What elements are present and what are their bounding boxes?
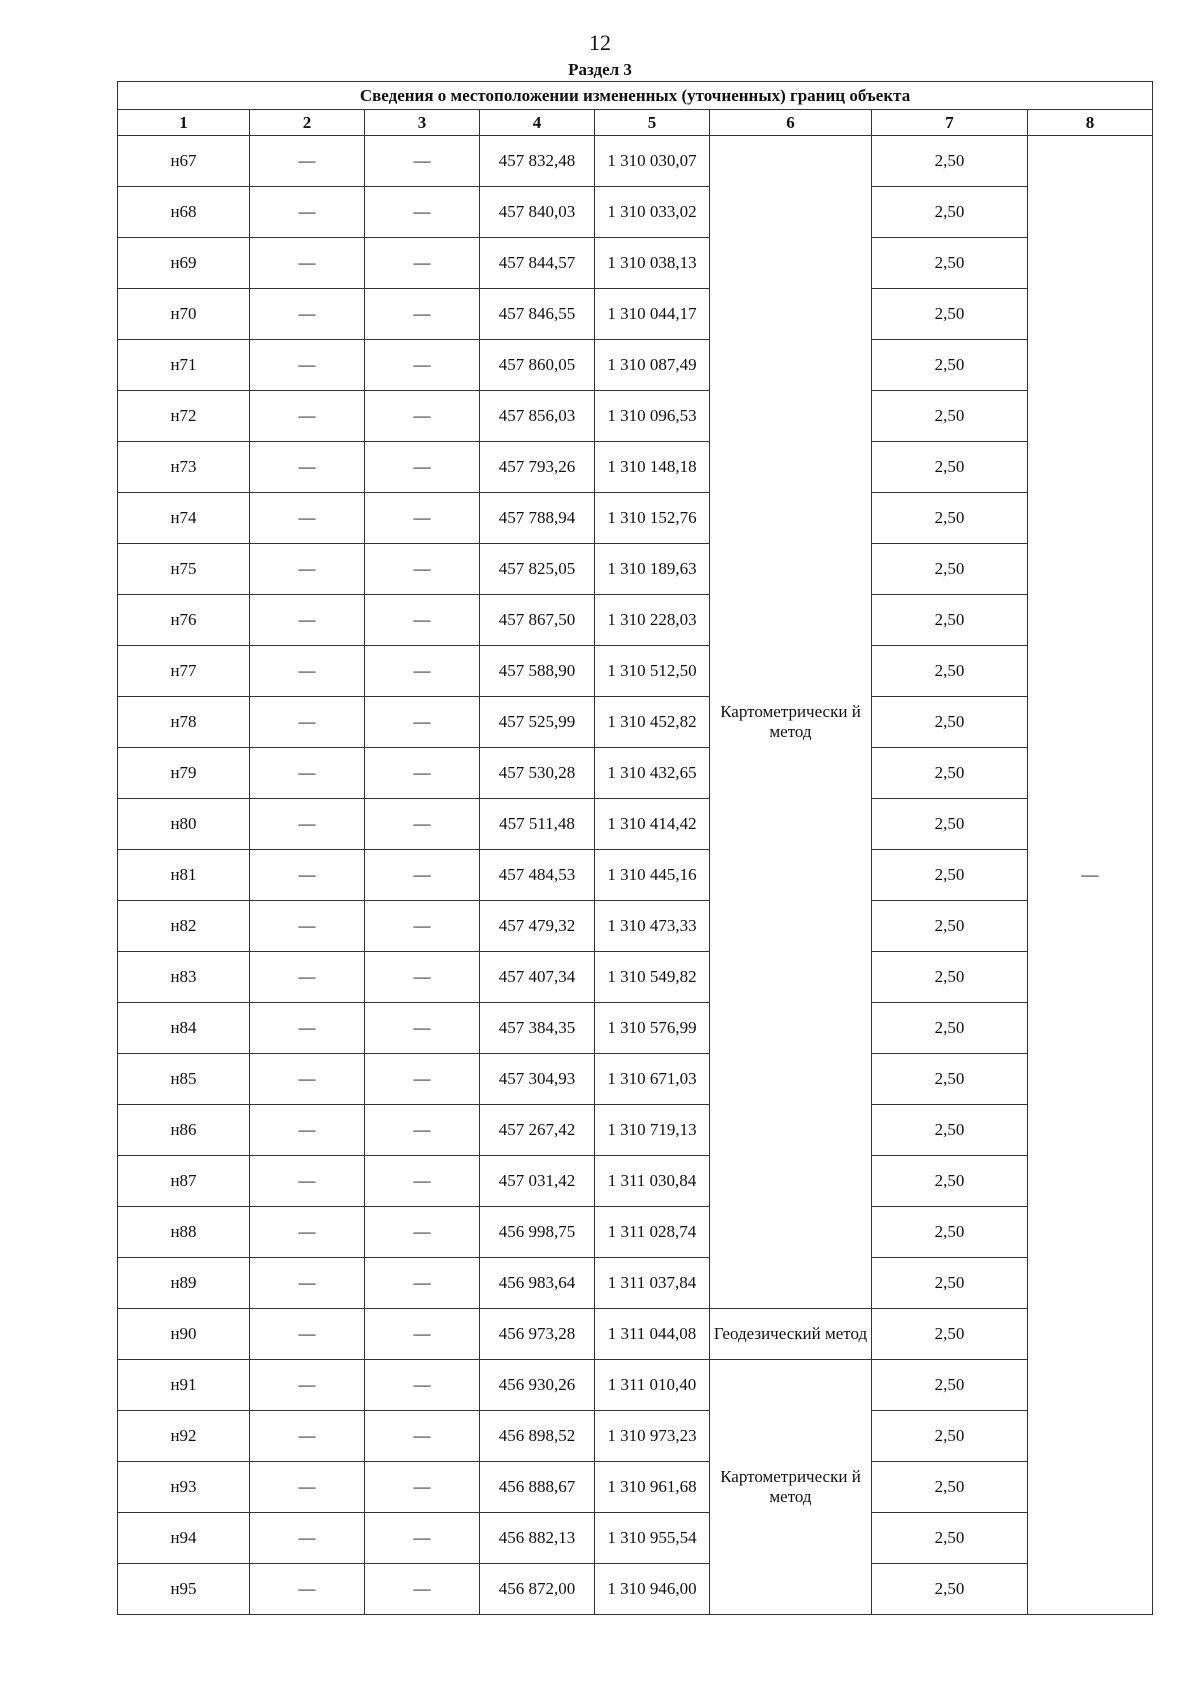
accuracy-cell: 2,50 <box>872 799 1028 850</box>
accuracy-cell: 2,50 <box>872 595 1028 646</box>
point-name-cell: н84 <box>118 1003 250 1054</box>
table-row <box>118 697 1153 748</box>
point-name-cell: н83 <box>118 952 250 1003</box>
table-row <box>118 1513 1153 1564</box>
x-coordinate-cell: 457 525,99 <box>480 697 595 748</box>
accuracy-cell: 2,50 <box>872 187 1028 238</box>
y-coordinate-cell: 1 310 038,13 <box>595 238 710 289</box>
column-number: 2 <box>250 110 365 136</box>
table-row <box>118 850 1153 901</box>
column-3-cell: — <box>365 1156 480 1207</box>
accuracy-cell: 2,50 <box>872 1462 1028 1513</box>
x-coordinate-cell: 457 844,57 <box>480 238 595 289</box>
y-coordinate-cell: 1 310 033,02 <box>595 187 710 238</box>
point-name-cell: н81 <box>118 850 250 901</box>
table-row <box>118 544 1153 595</box>
column-number: 7 <box>872 110 1028 136</box>
table-row <box>118 1105 1153 1156</box>
column-3-cell: — <box>365 1411 480 1462</box>
column-2-cell: — <box>250 1513 365 1564</box>
column-3-cell: — <box>365 1513 480 1564</box>
column-2-cell: — <box>250 1054 365 1105</box>
point-name-cell: н74 <box>118 493 250 544</box>
column-2-cell: — <box>250 544 365 595</box>
accuracy-cell: 2,50 <box>872 1411 1028 1462</box>
point-name-cell: н82 <box>118 901 250 952</box>
accuracy-cell: 2,50 <box>872 697 1028 748</box>
y-coordinate-cell: 1 310 445,16 <box>595 850 710 901</box>
point-name-cell: н88 <box>118 1207 250 1258</box>
x-coordinate-cell: 457 484,53 <box>480 850 595 901</box>
column-number: 1 <box>118 110 250 136</box>
column-3-cell: — <box>365 697 480 748</box>
section-title: Раздел 3 <box>568 60 632 79</box>
y-coordinate-cell: 1 310 576,99 <box>595 1003 710 1054</box>
point-name-cell: н70 <box>118 289 250 340</box>
column-2-cell: — <box>250 901 365 952</box>
column-2-cell: — <box>250 1462 365 1513</box>
point-name-cell: н79 <box>118 748 250 799</box>
y-coordinate-cell: 1 310 189,63 <box>595 544 710 595</box>
y-coordinate-cell: 1 310 044,17 <box>595 289 710 340</box>
x-coordinate-cell: 457 267,42 <box>480 1105 595 1156</box>
y-coordinate-cell: 1 310 087,49 <box>595 340 710 391</box>
column-2-cell: — <box>250 850 365 901</box>
table-row <box>118 1462 1153 1513</box>
point-name-cell: н71 <box>118 340 250 391</box>
column-3-cell: — <box>365 1309 480 1360</box>
table-row <box>118 136 1153 187</box>
accuracy-cell: 2,50 <box>872 850 1028 901</box>
y-coordinate-cell: 1 310 030,07 <box>595 136 710 187</box>
table-row <box>118 1564 1153 1615</box>
point-name-cell: н90 <box>118 1309 250 1360</box>
column-number: 8 <box>1028 110 1153 136</box>
accuracy-cell: 2,50 <box>872 1003 1028 1054</box>
x-coordinate-cell: 457 407,34 <box>480 952 595 1003</box>
point-name-cell: н89 <box>118 1258 250 1309</box>
column-3-cell: — <box>365 850 480 901</box>
table-row <box>118 901 1153 952</box>
accuracy-cell: 2,50 <box>872 1156 1028 1207</box>
x-coordinate-cell: 457 788,94 <box>480 493 595 544</box>
column-3-cell: — <box>365 1207 480 1258</box>
table-row <box>118 1309 1153 1360</box>
x-coordinate-cell: 457 530,28 <box>480 748 595 799</box>
column-2-cell: — <box>250 442 365 493</box>
accuracy-cell: 2,50 <box>872 1207 1028 1258</box>
column-3-cell: — <box>365 136 480 187</box>
column-2-cell: — <box>250 646 365 697</box>
point-name-cell: н73 <box>118 442 250 493</box>
column-3-cell: — <box>365 595 480 646</box>
point-name-cell: н80 <box>118 799 250 850</box>
point-name-cell: н78 <box>118 697 250 748</box>
point-name-cell: н94 <box>118 1513 250 1564</box>
x-coordinate-cell: 456 983,64 <box>480 1258 595 1309</box>
table-row <box>118 1258 1153 1309</box>
column-2-cell: — <box>250 391 365 442</box>
column-3-cell: — <box>365 1462 480 1513</box>
point-name-cell: н93 <box>118 1462 250 1513</box>
column-3-cell: — <box>365 646 480 697</box>
x-coordinate-cell: 457 793,26 <box>480 442 595 493</box>
accuracy-cell: 2,50 <box>872 544 1028 595</box>
column-2-cell: — <box>250 340 365 391</box>
y-coordinate-cell: 1 310 473,33 <box>595 901 710 952</box>
point-name-cell: н92 <box>118 1411 250 1462</box>
table-row <box>118 391 1153 442</box>
column-2-cell: — <box>250 799 365 850</box>
table-row <box>118 289 1153 340</box>
table-row <box>118 238 1153 289</box>
y-coordinate-cell: 1 311 028,74 <box>595 1207 710 1258</box>
x-coordinate-cell: 457 511,48 <box>480 799 595 850</box>
accuracy-cell: 2,50 <box>872 238 1028 289</box>
column-3-cell: — <box>365 901 480 952</box>
column-3-cell: — <box>365 493 480 544</box>
x-coordinate-cell: 456 872,00 <box>480 1564 595 1615</box>
y-coordinate-cell: 1 310 432,65 <box>595 748 710 799</box>
column-2-cell: — <box>250 1309 365 1360</box>
x-coordinate-cell: 457 832,48 <box>480 136 595 187</box>
column-3-cell: — <box>365 1105 480 1156</box>
y-coordinate-cell: 1 310 549,82 <box>595 952 710 1003</box>
point-name-cell: н69 <box>118 238 250 289</box>
accuracy-cell: 2,50 <box>872 646 1028 697</box>
point-name-cell: н77 <box>118 646 250 697</box>
x-coordinate-cell: 456 930,26 <box>480 1360 595 1411</box>
column-3-cell: — <box>365 238 480 289</box>
x-coordinate-cell: 457 840,03 <box>480 187 595 238</box>
column-2-cell: — <box>250 697 365 748</box>
column-3-cell: — <box>365 952 480 1003</box>
table-row <box>118 1411 1153 1462</box>
column-2-cell: — <box>250 1564 365 1615</box>
table-row <box>118 595 1153 646</box>
y-coordinate-cell: 1 310 414,42 <box>595 799 710 850</box>
accuracy-cell: 2,50 <box>872 340 1028 391</box>
point-name-cell: н91 <box>118 1360 250 1411</box>
point-name-cell: н85 <box>118 1054 250 1105</box>
method-cell: Картометрически й метод <box>710 1360 872 1615</box>
column-2-cell: — <box>250 1207 365 1258</box>
y-coordinate-cell: 1 310 973,23 <box>595 1411 710 1462</box>
column-3-cell: — <box>365 544 480 595</box>
table-row <box>118 952 1153 1003</box>
y-coordinate-cell: 1 310 452,82 <box>595 697 710 748</box>
column-2-cell: — <box>250 595 365 646</box>
column-2-cell: — <box>250 1156 365 1207</box>
y-coordinate-cell: 1 310 512,50 <box>595 646 710 697</box>
x-coordinate-cell: 457 867,50 <box>480 595 595 646</box>
column-3-cell: — <box>365 1360 480 1411</box>
table-row <box>118 187 1153 238</box>
column-2-cell: — <box>250 1003 365 1054</box>
column-3-cell: — <box>365 442 480 493</box>
y-coordinate-cell: 1 311 030,84 <box>595 1156 710 1207</box>
column-2-cell: — <box>250 1258 365 1309</box>
table-row <box>118 1003 1153 1054</box>
column-2-cell: — <box>250 493 365 544</box>
boundary-coordinates-table <box>117 81 1153 1615</box>
y-coordinate-cell: 1 310 719,13 <box>595 1105 710 1156</box>
column-2-cell: — <box>250 748 365 799</box>
accuracy-cell: 2,50 <box>872 1309 1028 1360</box>
point-name-cell: н67 <box>118 136 250 187</box>
y-coordinate-cell: 1 310 961,68 <box>595 1462 710 1513</box>
x-coordinate-cell: 457 856,03 <box>480 391 595 442</box>
table-row <box>118 748 1153 799</box>
column-number: 4 <box>480 110 595 136</box>
x-coordinate-cell: 457 588,90 <box>480 646 595 697</box>
table-row <box>118 1054 1153 1105</box>
y-coordinate-cell: 1 310 152,76 <box>595 493 710 544</box>
column-2-cell: — <box>250 1411 365 1462</box>
x-coordinate-cell: 457 479,32 <box>480 901 595 952</box>
table-row <box>118 1360 1153 1411</box>
column-number: 6 <box>710 110 872 136</box>
column-2-cell: — <box>250 136 365 187</box>
x-coordinate-cell: 457 384,35 <box>480 1003 595 1054</box>
accuracy-cell: 2,50 <box>872 1360 1028 1411</box>
y-coordinate-cell: 1 310 671,03 <box>595 1054 710 1105</box>
accuracy-cell: 2,50 <box>872 289 1028 340</box>
table-row <box>118 442 1153 493</box>
point-name-cell: н87 <box>118 1156 250 1207</box>
accuracy-cell: 2,50 <box>872 952 1028 1003</box>
column-3-cell: — <box>365 340 480 391</box>
x-coordinate-cell: 456 973,28 <box>480 1309 595 1360</box>
accuracy-cell: 2,50 <box>872 901 1028 952</box>
y-coordinate-cell: 1 311 044,08 <box>595 1309 710 1360</box>
y-coordinate-cell: 1 310 096,53 <box>595 391 710 442</box>
column-3-cell: — <box>365 187 480 238</box>
x-coordinate-cell: 456 888,67 <box>480 1462 595 1513</box>
table-row <box>118 493 1153 544</box>
accuracy-cell: 2,50 <box>872 442 1028 493</box>
x-coordinate-cell: 457 860,05 <box>480 340 595 391</box>
y-coordinate-cell: 1 310 946,00 <box>595 1564 710 1615</box>
y-coordinate-cell: 1 311 037,84 <box>595 1258 710 1309</box>
table-row <box>118 799 1153 850</box>
method-cell: Геодезический метод <box>710 1309 872 1360</box>
x-coordinate-cell: 457 031,42 <box>480 1156 595 1207</box>
column-3-cell: — <box>365 748 480 799</box>
point-name-cell: н72 <box>118 391 250 442</box>
column-2-cell: — <box>250 238 365 289</box>
point-name-cell: н75 <box>118 544 250 595</box>
x-coordinate-cell: 456 998,75 <box>480 1207 595 1258</box>
y-coordinate-cell: 1 310 228,03 <box>595 595 710 646</box>
accuracy-cell: 2,50 <box>872 493 1028 544</box>
method-cell: Картометрически й метод <box>710 136 872 1309</box>
table-row <box>118 1207 1153 1258</box>
accuracy-cell: 2,50 <box>872 1564 1028 1615</box>
column-number: 3 <box>365 110 480 136</box>
point-name-cell: н76 <box>118 595 250 646</box>
point-name-cell: н68 <box>118 187 250 238</box>
x-coordinate-cell: 457 825,05 <box>480 544 595 595</box>
column-3-cell: — <box>365 1564 480 1615</box>
accuracy-cell: 2,50 <box>872 1258 1028 1309</box>
column-2-cell: — <box>250 1105 365 1156</box>
column-3-cell: — <box>365 799 480 850</box>
table-row <box>118 646 1153 697</box>
x-coordinate-cell: 456 882,13 <box>480 1513 595 1564</box>
table-row <box>118 340 1153 391</box>
table-caption: Сведения о местоположении измененных (уточненных) границ объекта <box>118 82 1153 110</box>
column-2-cell: — <box>250 187 365 238</box>
x-coordinate-cell: 456 898,52 <box>480 1411 595 1462</box>
column-number: 5 <box>595 110 710 136</box>
table-row <box>118 1156 1153 1207</box>
column-2-cell: — <box>250 952 365 1003</box>
x-coordinate-cell: 457 846,55 <box>480 289 595 340</box>
column-3-cell: — <box>365 289 480 340</box>
point-name-cell: н86 <box>118 1105 250 1156</box>
accuracy-cell: 2,50 <box>872 391 1028 442</box>
y-coordinate-cell: 1 310 955,54 <box>595 1513 710 1564</box>
y-coordinate-cell: 1 310 148,18 <box>595 442 710 493</box>
x-coordinate-cell: 457 304,93 <box>480 1054 595 1105</box>
column-8-cell: — <box>1028 136 1153 1615</box>
point-name-cell: н95 <box>118 1564 250 1615</box>
column-3-cell: — <box>365 1003 480 1054</box>
column-2-cell: — <box>250 289 365 340</box>
page-number: 12 <box>589 30 611 55</box>
accuracy-cell: 2,50 <box>872 136 1028 187</box>
column-number-row <box>118 110 1153 136</box>
column-3-cell: — <box>365 1258 480 1309</box>
accuracy-cell: 2,50 <box>872 748 1028 799</box>
y-coordinate-cell: 1 311 010,40 <box>595 1360 710 1411</box>
accuracy-cell: 2,50 <box>872 1105 1028 1156</box>
accuracy-cell: 2,50 <box>872 1513 1028 1564</box>
column-2-cell: — <box>250 1360 365 1411</box>
column-3-cell: — <box>365 391 480 442</box>
accuracy-cell: 2,50 <box>872 1054 1028 1105</box>
column-3-cell: — <box>365 1054 480 1105</box>
